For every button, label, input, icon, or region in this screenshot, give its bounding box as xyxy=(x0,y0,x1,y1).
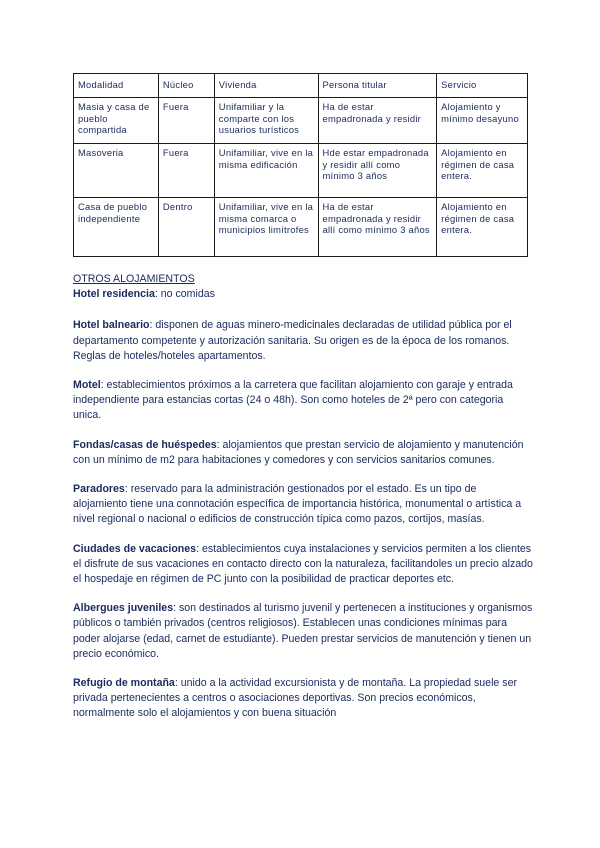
table-cell: Alojamiento y mínimo desayuno xyxy=(437,97,528,143)
entry-text: : reservado para la administración gestionados por el estado. Es un tipo de alojamiento tiene una connotación específica de importancia histórica, monumental o artística a nivel regional o nacional o edificios de construcción típica como pazos, cortijos, masías. xyxy=(73,483,522,526)
table-cell: Dentro xyxy=(158,197,214,256)
entry-hotel-balneario xyxy=(73,318,533,364)
entry-term: Hotel balneario xyxy=(73,319,150,332)
entry-paradores xyxy=(73,482,533,528)
entry-term: Albergues juveniles xyxy=(73,602,174,615)
table-cell: Masia y casa de pueblo compartida xyxy=(74,97,159,143)
table-cell: Fuera xyxy=(158,143,214,197)
table-cell: Masoveria xyxy=(74,143,159,197)
table-cell: Hde estar empadronada y residir allí como mínimo 3 años xyxy=(318,143,437,197)
header-modalidad: Modalidad xyxy=(74,74,159,98)
entry-text: : establecimientos próximos a la carretera que facilitan alojamiento con garaje y entrada independiente para estancias cortas (24 o 48h). Son como hoteles de 2ª pero con categoria unica. xyxy=(73,379,513,422)
table-cell: Ha de estar empadronada y residir allí como mínimo 3 años xyxy=(318,197,437,256)
entry-term: Ciudades de vacaciones xyxy=(73,542,197,555)
header-vivienda: Vivienda xyxy=(214,74,318,98)
accommodation-table xyxy=(73,73,528,257)
table-row xyxy=(74,197,528,256)
table-cell: Alojamiento en régimen de casa entera. xyxy=(437,197,528,256)
entry-term: Hotel residencia xyxy=(73,288,155,301)
entry-term: Fondas/casas de huéspedes xyxy=(73,438,217,451)
table-cell: Alojamiento en régimen de casa entera. xyxy=(437,143,528,197)
entry-text: : establecimientos cuya instalaciones y servicios permiten a los clientes el disfrute de sus vacaciones en contacto directo con la naturaleza, facilitandoles un precio alzado el hospedaje en régimen de PC junto con la posibilidad de practicar deportes etc. xyxy=(73,542,533,586)
entry-text: : unido a la actividad excursionista y de montaña. La propiedad suele ser privada pertenecientes a centros o asociaciones deportivas. Son precios económicos, normalmente solo el alojamientos y con buena situación xyxy=(73,677,517,720)
table-cell: Fuera xyxy=(158,97,214,143)
table-row xyxy=(74,97,528,143)
entry-term: Paradores xyxy=(73,483,125,496)
entry-text: : alojamientos que prestan servicio de alojamiento y manutención con un mínimo de m2 para habitaciones y comedores y con servicios sanitarios comunes. xyxy=(73,438,524,466)
table-row xyxy=(74,143,528,197)
entry-text: : disponen de aguas minero-medicinales declaradas de utilidad pública por el departamento competente y autorización sanitaria. Su origen es de la época de los romanos. Reglas de hoteles/hoteles apartamentos. xyxy=(73,319,512,362)
entry-motel xyxy=(73,378,533,424)
table-cell: Unifamiliar y la comparte con los usuarios turísticos xyxy=(214,97,318,143)
section-heading: OTROS ALOJAMIENTOS xyxy=(73,273,195,285)
entry-albergues-juveniles xyxy=(73,601,533,662)
other-accommodations-section xyxy=(73,272,533,736)
entry-term: Refugio de montaña xyxy=(73,677,175,690)
entry-fondas xyxy=(73,438,533,468)
entry-ciudades-vacaciones xyxy=(73,542,533,588)
table-header-row xyxy=(74,74,528,98)
entry-text: : no comidas xyxy=(154,288,215,301)
table-cell: Unifamiliar, vive en la misma edificación xyxy=(214,143,318,197)
header-persona-titular: Persona titular xyxy=(318,74,437,98)
table-cell: Unifamiliar, vive en la misma comarca o municipios limítrofes xyxy=(214,197,318,256)
table-cell: Ha de estar empadronada y residir xyxy=(318,97,437,143)
entry-hotel-residencia xyxy=(73,287,533,302)
header-servicio: Servicio xyxy=(437,74,528,98)
entry-text: : son destinados al turismo juvenil y pertenecen a instituciones y organismos públicos o también privados (centros religiosos). Establecen unas condiciones mínimas para poder alojarse (edad, carnet de estudiante). Pueden prestar servicios de manutención y tienen un precio económico. xyxy=(73,602,533,660)
entry-refugio-montana xyxy=(73,676,533,722)
entry-term: Motel xyxy=(73,379,101,392)
header-nucleo: Núcleo xyxy=(158,74,214,98)
table-cell: Casa de pueblo independiente xyxy=(74,197,159,256)
